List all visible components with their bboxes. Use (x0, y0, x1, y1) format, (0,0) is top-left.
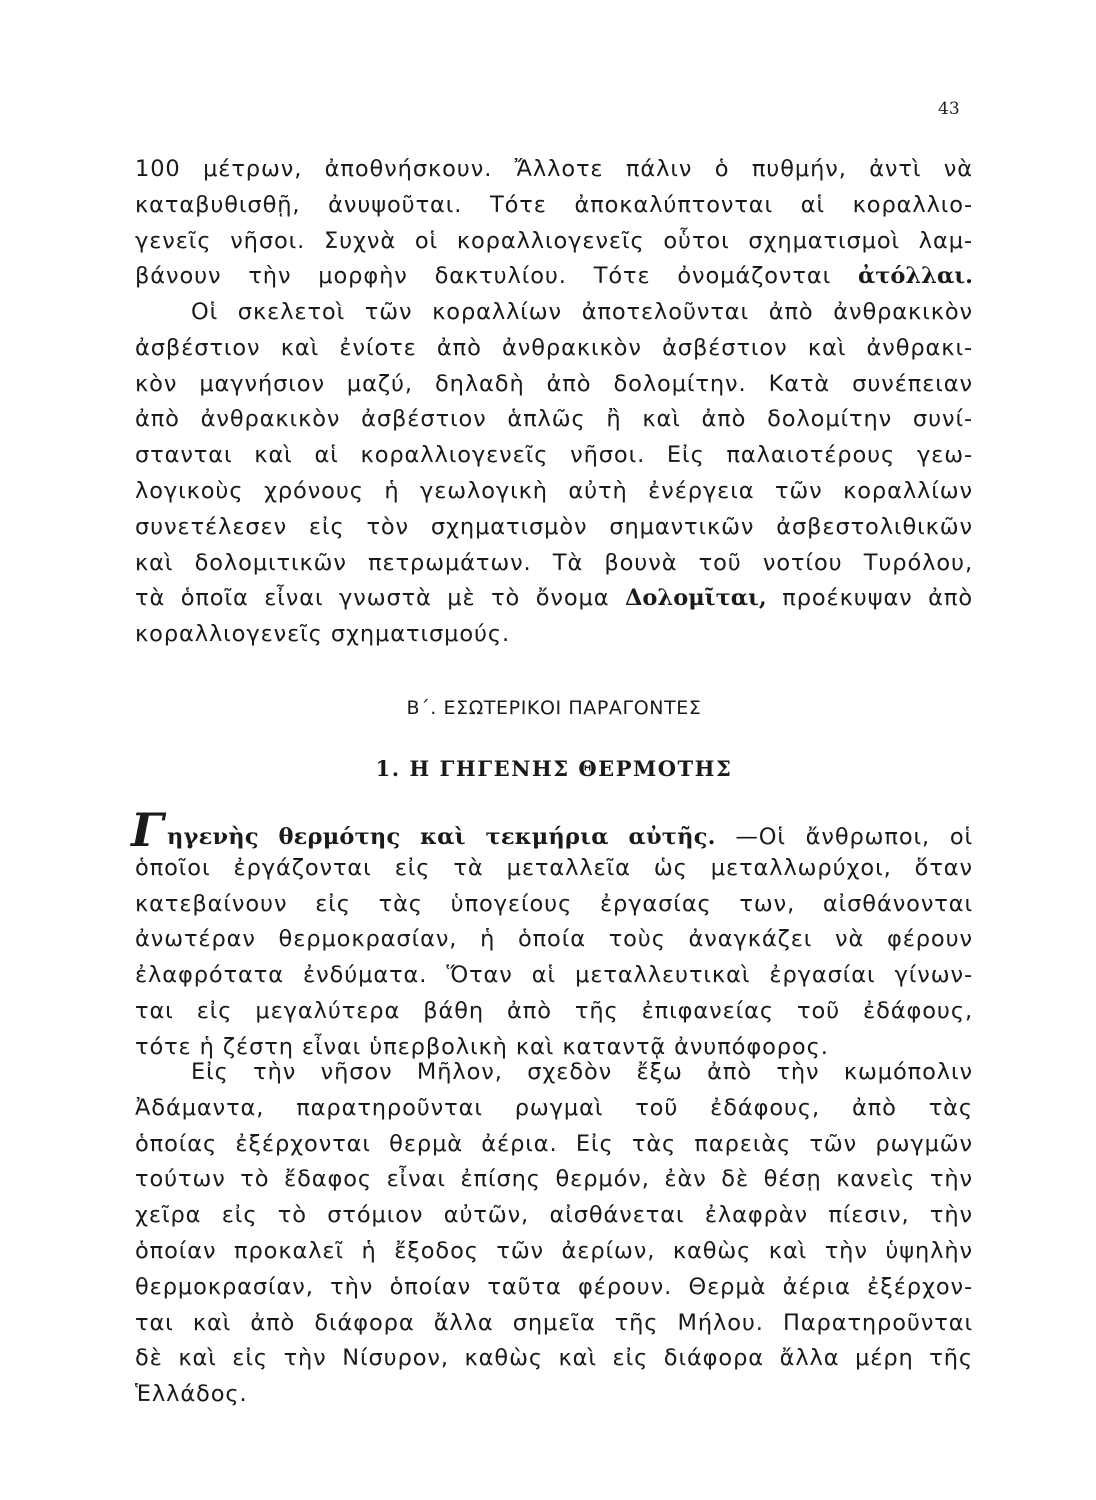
term-atolls: ἀτόλλαι. (857, 263, 973, 290)
text-line: τούτων τὸ ἔδαφος εἶναι ἐπίσης θερμόν, ἐὰν δὲ θέσῃ κανεὶς τὴν (135, 1166, 973, 1193)
text-line: ὁποίας ἐξέρχονται θερμὰ ἀέρια. Εἰς τὰς παρειὰς τῶν ρωγμῶν (135, 1130, 973, 1157)
page-number: 43 (938, 99, 960, 119)
text-line: καταβυθισθῇ, ἀνυψοῦται. Τότε ἀποκαλύπτονται αἱ κοραλλιο- (135, 191, 973, 218)
term-dolomites: Δολομῖται, (624, 585, 767, 612)
text-fragment: —Οἱ ἄνθρωποι, οἱ (715, 824, 974, 850)
text-line: Ἀδάμαντα, παρατηροῦνται ρωγμαὶ τοῦ ἐδάφους, ἀπὸ τὰς (135, 1094, 973, 1121)
lead-in-title: ηγενὴς θερμότης καὶ τεκμήρια αὐτῆς. (167, 824, 716, 850)
text-line-last: τότε ἡ ζέστη εἶναι ὑπερβολικὴ καὶ καταντᾷ ἀνυπόφορος. (135, 1033, 829, 1060)
text-line: ὁποίαν προκαλεῖ ἡ ἔξοδος τῶν ἀερίων, καθὼς καὶ τὴν ὑψηλὴν (135, 1237, 973, 1264)
text-line: θερμοκρασίαν, τὴν ὁποίαν ταῦτα φέρουν. Θερμὰ ἀέρια ἐξέρχον- (135, 1273, 973, 1300)
section-heading: Β΄. ΕΣΩΤΕΡΙΚΟΙ ΠΑΡΑΓΟΝΤΕΣ (406, 697, 702, 719)
lead-line (131, 803, 974, 857)
text-line: συνετέλεσεν εἰς τὸν σχηματισμὸν σημαντικῶν ἀσβεστολιθικῶν (135, 513, 973, 540)
text-fragment: τὰ ὁποῖα εἶναι γνωστὰ μὲ τὸ ὄνομα (135, 585, 625, 612)
text-line: γενεῖς νῆσοι. Συχνὰ οἱ κοραλλιογενεῖς οὗτοι σχηματισμοὶ λαμ- (135, 227, 973, 254)
text-line-last: κοραλλιογενεῖς σχηματισμούς. (135, 621, 511, 648)
text-line: Οἱ σκελετοὶ τῶν κοραλλίων ἀποτελοῦνται ἀπὸ ἀνθρακικὸν (191, 299, 973, 325)
drop-cap: Γ (131, 803, 165, 857)
text-line: στανται καὶ αἱ κοραλλιογενεῖς νῆσοι. Εἰς παλαιοτέρους γεω- (135, 442, 973, 469)
text-line: κὸν μαγνήσιον μαζύ, δηλαδὴ ἀπὸ δολομίτην. Κατὰ συνέπειαν (135, 370, 973, 397)
paragraph-4 (135, 1055, 973, 1413)
paragraph-1 (135, 152, 973, 295)
text-line: ἐλαφρότατα ἐνδύματα. Ὅταν αἱ μεταλλευτικαὶ ἐργασίαι γίνων- (135, 962, 973, 989)
text-line: ται καὶ ἀπὸ διάφορα ἄλλα σημεῖα τῆς Μήλου. Παρατηροῦνται (135, 1309, 973, 1336)
text-line: Εἰς τὴν νῆσον Μῆλον, σχεδὸν ἔξω ἀπὸ τὴν κωμόπολιν (191, 1059, 973, 1085)
subsection-heading: 1. Η ΓΗΓΕΝΗΣ ΘΕΡΜΟΤΗΣ (375, 756, 733, 781)
text-line-last: Ἑλλάδος. (135, 1381, 248, 1408)
text-line: δὲ καὶ εἰς τὴν Νίσυρον, καθὼς καὶ εἰς διάφορα ἄλλα μέρη τῆς (135, 1345, 973, 1372)
text-line: ἀσβέστιον καὶ ἐνίοτε ἀπὸ ἀνθρακικὸν ἀσβέστιον καὶ ἀνθρακι- (135, 334, 973, 361)
paragraph-3 (131, 803, 974, 1066)
text-line: ται εἰς μεγαλύτερα βάθη ἀπὸ τῆς ἐπιφανείας τοῦ ἐδάφους, (135, 997, 973, 1024)
text-line: ὁποῖοι ἐργάζονται εἰς τὰ μεταλλεῖα ὡς μεταλλωρύχοι, ὅταν (135, 854, 973, 881)
text-line: ἀνωτέραν θερμοκρασίαν, ἡ ὁποία τοὺς ἀναγκάζει νὰ φέρουν (135, 926, 973, 953)
text-line: λογικοὺς χρόνους ἡ γεωλογικὴ αὐτὴ ἐνέργεια τῶν κοραλλίων (135, 477, 973, 504)
text-line-with-term (135, 581, 973, 617)
text-line: κατεβαίνουν εἰς τὰς ὑπογείους ἐργασίας των, αἰσθάνονται (135, 890, 973, 917)
text-line: καὶ δολομιτικῶν πετρωμάτων. Τὰ βουνὰ τοῦ νοτίου Τυρόλου, (135, 549, 973, 576)
text-line: ἀπὸ ἀνθρακικὸν ἀσβέστιον ἁπλῶς ἢ καὶ ἀπὸ δολομίτην συνί- (135, 406, 973, 433)
text-line: 100 μέτρων, ἀποθνήσκουν. Ἄλλοτε πάλιν ὁ πυθμήν, ἀντὶ νὰ (135, 156, 973, 182)
text-line-with-term (135, 259, 973, 295)
text-fragment: προέκυψαν ἀπὸ (766, 585, 973, 612)
paragraph-2 (135, 295, 973, 653)
text-fragment: βάνουν τὴν μορφὴν δακτυλίου. Τότε ὀνομάζονται (135, 263, 858, 290)
text-line: χεῖρα εἰς τὸ στόμιον αὐτῶν, αἰσθάνεται ἐλαφρὰν πίεσιν, τὴν (135, 1202, 973, 1229)
